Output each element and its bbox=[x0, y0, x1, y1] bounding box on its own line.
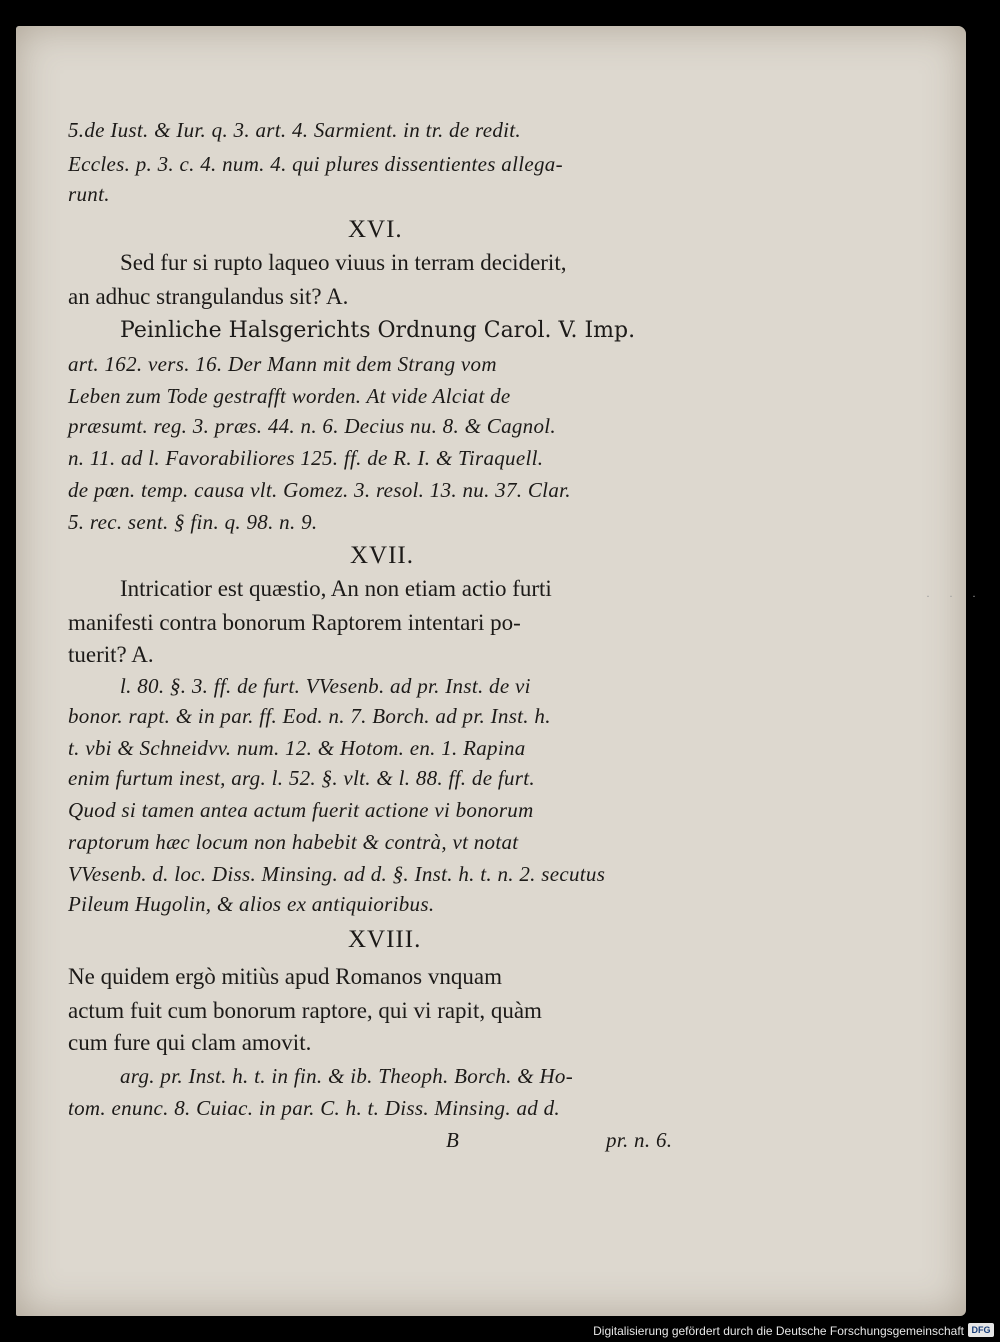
section-heading-xvii: XVII. bbox=[350, 542, 415, 569]
book-page bbox=[16, 26, 966, 1316]
text-line: actum fuit cum bonorum raptore, qui vi rapit, quàm bbox=[68, 998, 542, 1023]
text-line: præsumt. reg. 3. præs. 44. n. 6. Decius nu. 8. & Cagnol. bbox=[68, 414, 556, 438]
text-line: l. 80. §. 3. ff. de furt. VVesenb. ad pr. Inst. de vi bbox=[120, 674, 531, 698]
text-line: Eccles. p. 3. c. 4. num. 4. qui plures dissentientes allega- bbox=[68, 152, 563, 176]
text-line: art. 162. vers. 16. Der Mann mit dem Strang vom bbox=[68, 352, 497, 376]
signature-mark: B bbox=[446, 1128, 460, 1152]
catchword: pr. n. 6. bbox=[606, 1128, 673, 1152]
text-line: Leben zum Tode gestrafft worden. At vide Alciat de bbox=[68, 384, 511, 408]
digitization-footer bbox=[0, 1320, 1000, 1342]
section-heading-xviii: XVIII. bbox=[348, 926, 422, 953]
text-line: raptorum hæc locum non habebit & contrà, vt notat bbox=[68, 830, 519, 854]
text-line: 5.de Iust. & Iur. q. 3. art. 4. Sarmient. in tr. de redit. bbox=[68, 118, 521, 142]
text-line: cum fure qui clam amovit. bbox=[68, 1030, 312, 1055]
dfg-logo-icon: DFG bbox=[968, 1323, 994, 1337]
digitization-credit: Digitalisierung gefördert durch die Deutsche Forschungsgemeinschaft bbox=[593, 1324, 964, 1338]
text-line: tuerit? A. bbox=[68, 642, 154, 667]
text-line: de pœn. temp. causa vlt. Gomez. 3. resol. 13. nu. 37. Clar. bbox=[68, 478, 571, 502]
text-line: Sed fur si rupto laqueo viuus in terram deciderit, bbox=[120, 250, 567, 275]
text-line: Ne quidem ergò mitiùs apud Romanos vnquam bbox=[68, 964, 502, 989]
text-line: arg. pr. Inst. h. t. in fin. & ib. Theoph. Borch. & Ho- bbox=[120, 1064, 574, 1088]
text-line: Quod si tamen antea actum fuerit actione vi bonorum bbox=[68, 798, 534, 822]
text-line: Peinliche Halsgerichts Ordnung Carol. V. Imp. bbox=[120, 318, 636, 343]
text-line: Intricatior est quæstio, An non etiam actio furti bbox=[120, 576, 552, 601]
text-line: tom. enunc. 8. Cuiac. in par. C. h. t. Diss. Minsing. ad d. bbox=[68, 1096, 560, 1120]
text-line: 5. rec. sent. § fin. q. 98. n. 9. bbox=[68, 510, 318, 534]
text-line: enim furtum inest, arg. l. 52. §. vlt. & l. 88. ff. de furt. bbox=[68, 766, 535, 790]
text-line: runt. bbox=[68, 182, 110, 206]
text-line: bonor. rapt. & in par. ff. Eod. n. 7. Borch. ad pr. Inst. h. bbox=[68, 704, 551, 728]
text-line: an adhuc strangulandus sit? A. bbox=[68, 284, 349, 309]
text-line: Pileum Hugolin, & alios ex antiquioribus. bbox=[68, 892, 435, 916]
text-line: VVesenb. d. loc. Diss. Minsing. ad d. §. Inst. h. t. n. 2. secutus bbox=[68, 862, 606, 886]
edge-dots: · · · bbox=[926, 589, 984, 603]
text-line: n. 11. ad l. Favorabiliores 125. ff. de R. I. & Tiraquell. bbox=[68, 446, 544, 470]
section-heading-xvi: XVI. bbox=[348, 216, 403, 243]
text-line: t. vbi & Schneidvv. num. 12. & Hotom. en. 1. Rapina bbox=[68, 736, 526, 760]
text-line: manifesti contra bonorum Raptorem intentari po- bbox=[68, 610, 521, 635]
